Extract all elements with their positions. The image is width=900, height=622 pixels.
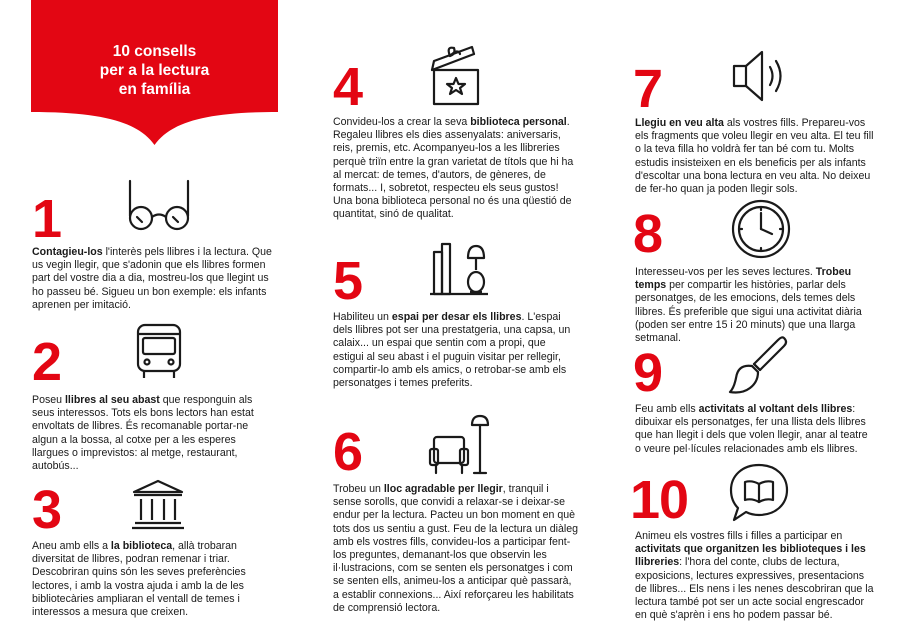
tip-number: 7 bbox=[633, 59, 663, 119]
speaker-icon bbox=[730, 48, 790, 104]
tip-highlight: lloc agradable per llegir bbox=[383, 483, 503, 495]
glasses-icon bbox=[126, 178, 192, 234]
tip-body: : dibuixar els personatges, fer una llista dels llibres que han llegit i dels que volen llegir, anar al teatre o veure pel·lícules relacionades amb els llibres. bbox=[635, 403, 868, 455]
title-line-1: 10 consells bbox=[112, 43, 197, 60]
tip-body: . L'espai dels llibres pot ser una prestatgeria, una capsa, un calaix... un espai que sentin com a propi, que estigui al seu abast i el puguin visitar per rellegir, compartir-lo amb els amics, o retrobar-se amb els personatges i temes preferits. bbox=[333, 311, 571, 390]
tip-highlight: Trobeu temps bbox=[635, 266, 852, 292]
tip-highlight: Llegiu en veu alta bbox=[635, 117, 724, 129]
tip-highlight: la biblioteca bbox=[110, 540, 173, 552]
tip-number: 6 bbox=[333, 422, 363, 482]
tip-highlight: biblioteca personal bbox=[470, 116, 567, 128]
tip-pre: Aneu amb ells a bbox=[32, 540, 111, 552]
tip-text bbox=[635, 117, 875, 196]
tip-pre: Feu amb ells bbox=[635, 403, 699, 415]
tip-highlight: llibres al seu abast bbox=[64, 394, 160, 406]
armchair-lamp-icon bbox=[428, 413, 492, 477]
page-title bbox=[31, 42, 278, 99]
bookshelf-lamp-icon bbox=[428, 240, 490, 300]
title-banner bbox=[31, 0, 278, 145]
tip-pre: Interesseu-vos per les seves lectures. bbox=[635, 266, 816, 278]
tip-pre: Habiliteu un bbox=[333, 311, 392, 323]
paintbrush-icon bbox=[728, 334, 790, 396]
tip-text bbox=[32, 540, 272, 619]
tip-body: : l'hora del conte, clubs de lectura, exposicions, lectures expressives, presentacions de llibres... Els nens i les nenes descobriran que la lectura també pot ser un acte social engrescador en què s'aprèn i ens ho podem passar bé. bbox=[635, 556, 874, 622]
tip-pre: Trobeu un bbox=[333, 483, 384, 495]
tip-body: . Regaleu llibres els dies assenyalats: aniversaris, reis, premis, etc. Acompanyeu-los a les llibreries perquè triïn entre la gran varietat de títols que hi ha al mercat: de temes, d'autors, de gèneres, de formats... I, sobretot, respecteu els seus gustos! Una bona biblioteca personal no és una qüestió de quantitat, sinó de qualitat. bbox=[333, 116, 574, 221]
tip-number: 3 bbox=[32, 480, 62, 540]
tip-highlight: activitats que organitzen les biblioteques i les llibreries bbox=[635, 543, 866, 569]
tip-text bbox=[333, 116, 578, 222]
tip-pre: Poseu bbox=[32, 394, 65, 406]
tip-body: l'interès pels llibres i la lectura. Que us vegin llegir, que s'adonin que els llibres formen part del vostre dia a dia, mostreu-los que llegint us ho passeu bé. Sigueu un bon exemple: els infants aprenen per imitació. bbox=[32, 246, 272, 311]
tip-number: 1 bbox=[32, 189, 62, 249]
tip-body: que responguin als seus interessos. Tots els bons lectors han estat envoltats de llibres. És recomanable portar-ne algun a la bossa, al cotxe per a les esperes llargues o imprevistos: al metge, restaurant, autobús... bbox=[32, 394, 254, 473]
tip-number: 2 bbox=[32, 332, 62, 392]
tip-number: 8 bbox=[633, 204, 663, 264]
tip-body: per compartir les històries, parlar dels personatges, de les emocions, dels temes dels llibres. És preferible que sigui una activitat diària (poden ser entre 15 i 20 minuts) que una llarga setmanal. bbox=[635, 279, 862, 345]
clock-icon bbox=[730, 198, 792, 260]
tip-text bbox=[333, 311, 578, 390]
tip-text bbox=[32, 394, 272, 473]
tip-highlight: espai per desar els llibres bbox=[391, 311, 522, 323]
title-line-2: per a la lectura bbox=[99, 62, 210, 79]
tip-highlight: activitats al voltant dels llibres bbox=[698, 403, 853, 415]
tip-text bbox=[333, 483, 578, 615]
tip-pre: Convideu-los a crear la seva bbox=[333, 116, 471, 128]
book-speech-bubble-icon bbox=[728, 462, 790, 524]
tip-number: 4 bbox=[333, 57, 363, 117]
tip-highlight: Contagieu-los bbox=[32, 246, 103, 258]
bus-icon bbox=[134, 323, 184, 381]
tip-number: 5 bbox=[333, 251, 363, 311]
tip-text bbox=[635, 530, 875, 622]
tip-pre: Animeu els vostres fills i filles a participar en bbox=[635, 530, 843, 542]
tip-body: , tranquil i sense sorolls, que convidi a relaxar-se i deixar-se endur per la lectura. Pacteu un bon moment en què tots dos us sentiu a gust. Feu de la lectura un diàleg amb els vostres fills, convideu-los a participar fent-los preguntes, demanant-los que observin les il·lustracions, com se senten els personatges i com se senten ells, animeu-los a anticipar què passarà, a establir connexions... Així reforçareu les habilitats de comprensió lectora. bbox=[333, 483, 578, 614]
library-building-icon bbox=[130, 478, 186, 532]
title-line-3: en família bbox=[118, 81, 191, 98]
tip-number: 9 bbox=[633, 343, 663, 403]
tip-text bbox=[635, 403, 875, 456]
gift-box-icon bbox=[428, 44, 484, 108]
tip-number: 10 bbox=[630, 470, 689, 530]
tip-text bbox=[32, 246, 272, 312]
tip-body: , allà trobaran diversitat de llibres, podran remenar i triar. Descobriran quins són les seves preferències lectores, i amb la vostra ajuda i amb la de les bibliotecàries ampliaran el ventall de temes i interessos a mesura que creixen. bbox=[32, 540, 246, 619]
tip-body: als vostres fills. Prepareu-vos els fragments que voleu llegir en veu alta. El teu fill o la teva filla ho voldrà fer tan bé com tu. Molts estudis insisteixen en els beneficis per als infants d'escoltar una bona lectura en veu alta. No deixeu de fer-ho quan ja poden llegir sols. bbox=[635, 117, 874, 196]
